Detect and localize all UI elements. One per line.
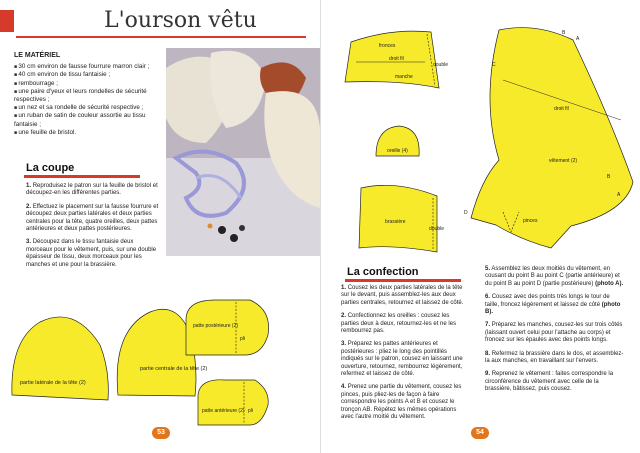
label-pinces: pinces [523,218,538,224]
confection-step [341,341,469,378]
step-number: 8. [485,350,491,357]
step-text: Découpez dans le tissu fantaisie deux morceaux pour le vêtement, puis, sur une double épaisseur de tissu, deux morceaux pour les manches et une pour la brassière. [26,239,157,268]
label-droit-fil-garment: droit fil [554,106,569,112]
point-a-top: A [576,36,580,42]
confection-rule [345,279,461,282]
confection-step [485,322,625,344]
step-text: Reprenez le vêtement : faites correspondre la circonférence du vêtement avec celle de la brassière, bâtissez, puis cousez. [485,371,614,393]
pattern-front-paw [198,380,268,425]
confection-step [485,266,625,288]
materials-item: ■ une paire d'yeux et leurs rondelles de sécurité respectives ; [14,88,164,104]
step-number: 9. [485,371,491,378]
materials-item: ■ 40 cm environ de tissu fantaisie ; [14,71,164,79]
photo-ref: (photo A). [595,280,624,287]
confection-step [485,294,625,316]
page-number: 53 [152,427,170,439]
pattern-side-head [12,317,108,400]
point-b-top: B [562,30,566,36]
pattern-label-hind-paw: patte postérieure (2) [193,323,239,329]
point-b: B [607,174,611,180]
step-text: Refermez la brassière dans le dos, et assemblez-la aux manches, en travaillant sur l'envers. [485,350,624,365]
right-page [321,0,640,453]
coupe-heading: La coupe [26,162,75,174]
step-text: Cousez les deux parties latérales de la tête sur le devant, puis assemblez-les aux deux parties centrales, retournez et laissez de côté. [341,285,464,306]
step-number: 1. [341,285,347,291]
step-text: Préparez les manches, cousez-les sur trois côtés (laissant ouvert celui pour l'attache au corps) et froncez sur les épaules avec des points longs. [485,322,623,344]
pattern-label-side-head: partie latérale de la tête (2) [20,380,86,386]
point-d: D [464,210,468,216]
step-text: Assemblez les deux moitiés du vêtement, en cousant du point B au point C (partie antérieure) et du point B au point D (partie postérieure) [485,266,620,287]
label-vetement: vêtement (2) [549,158,578,164]
step-text: Effectuez le placement sur la fausse fourrure et découpez deux parties latérales et deux parties centrales pour la tête, quatre oreilles, deux pattes antérieures et deux pattes postérieures. [26,203,159,233]
step-number: 5. [485,266,491,272]
step-number: 2. [26,203,32,210]
step-text: Reproduisez le patron sur la feuille de bristol et découpez-en les différentes parties. [26,183,158,197]
step-number: 2. [341,313,347,320]
confection-steps-col2 [485,266,625,400]
photo-ref: (photo B). [485,301,621,316]
confection-step [485,371,625,393]
fold-label-hind: pli [240,336,246,342]
label-droit-fil: droit fil [389,56,404,62]
page-number: 54 [471,427,489,439]
pattern-garment [471,28,633,248]
step-text: Confectionnez les oreilles : cousez les parties deux à deux, retournez-les et ne les rembourrez pas. [341,313,457,335]
materials-heading: LE MATÉRIEL [14,52,61,59]
step-number: 1. [26,183,32,189]
point-a: A [617,192,621,198]
step-number: 6. [485,294,491,301]
step-text: Cousez avec des points très longs le tour de taille, froncez légèrement et laissez de côté [485,294,610,308]
label-oreille: oreille (4) [387,148,408,154]
step-number: 3. [341,341,347,348]
materials-item: ■ un nez et sa rondelle de sécurité respective ; [14,104,164,112]
confection-step [341,313,469,335]
step-number: 7. [485,322,491,329]
confection-step [341,285,469,307]
confection-step [341,384,469,421]
pattern-label-front-paw: patte antérieure (2) [202,408,245,414]
step-text: Préparez les pattes antérieures et postérieures : pliez le long des pointillés indiqués sur le patron, cousez en laissant une ouverture, retournez, rembourrez légèrement, refermez et laissez de côté. [341,341,463,378]
label-double-bodice: double [429,226,445,232]
materials-item: ■ 30 cm environ de fausse fourrure marron clair ; [14,63,164,71]
label-double-sleeve: double [433,62,449,68]
confection-steps-col1 [341,285,469,428]
materials-item: ■ une feuille de bristol. [14,129,164,137]
materials-item: ■ rembourrage ; [14,80,164,88]
step-number: 4. [341,384,347,391]
confection-step [485,351,625,366]
pattern-label-center-head: partie centrale de la tête (2) [140,366,208,372]
label-brassiere: brassière [385,219,406,225]
pattern-center-head [117,309,196,396]
label-manche: manche [395,74,413,80]
point-c: C [492,62,496,68]
step-number: 3. [26,239,32,246]
confection-heading: La confection [347,266,419,278]
page-title: L'ourson vêtu [104,8,257,33]
label-fronces: fronces [379,43,396,49]
fold-label-front: pli [248,408,254,414]
step-text: Prenez une partie du vêtement, cousez les pinces, puis pliez-les de façon à faire correspondre les points A et B et cousez le tronçon AB. Répétez les mêmes opérations avec l'autre moitié du vêtement. [341,384,462,421]
materials-item: ■ un ruban de satin de couleur assortie au tissu fantaisie ; [14,112,164,128]
